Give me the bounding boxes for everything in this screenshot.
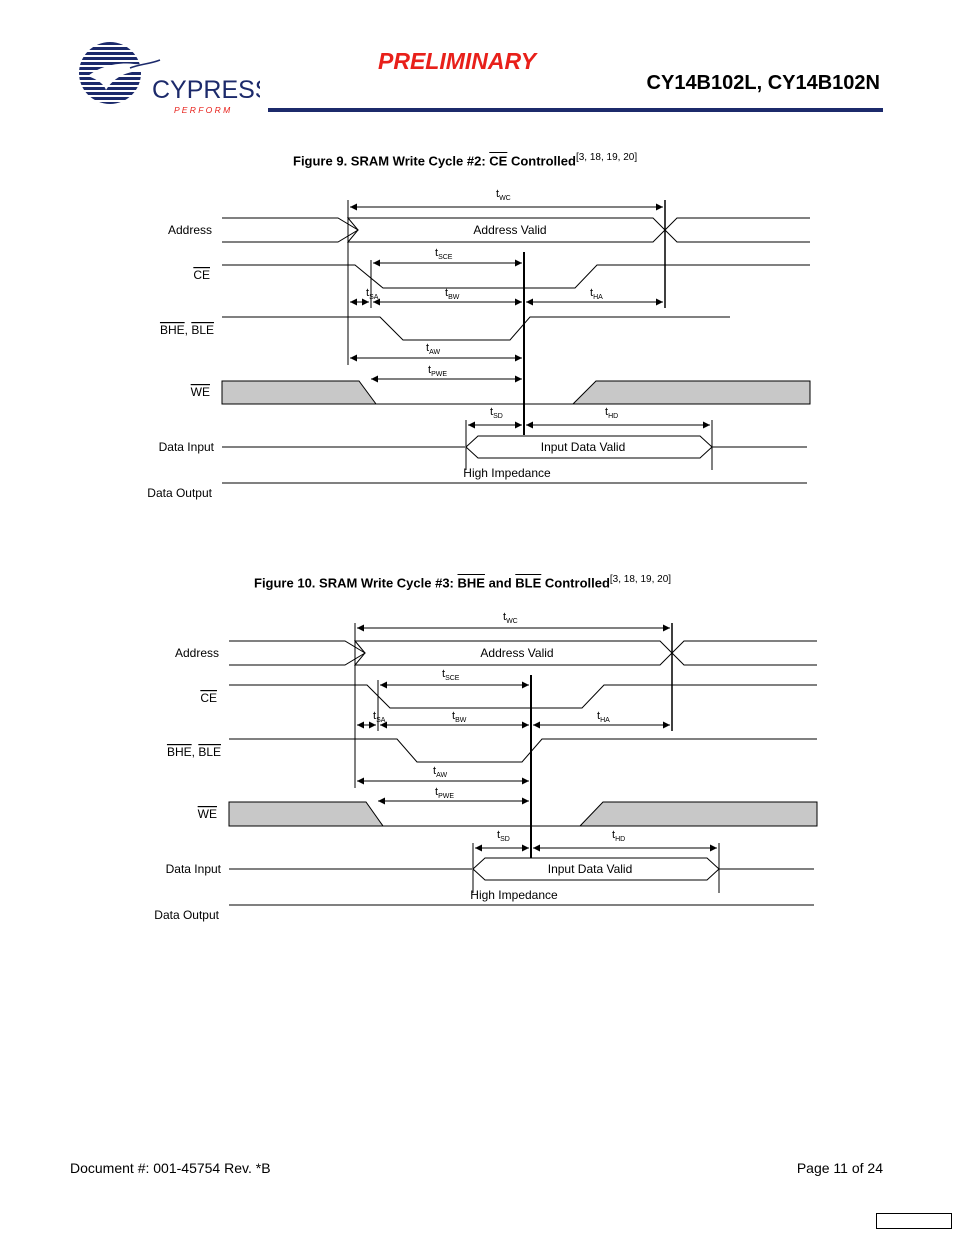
we-waveform [222, 381, 810, 404]
part-numbers-title: CY14B102L, CY14B102N [646, 72, 880, 94]
timing-tbw: $t_{BW}$ [445, 287, 460, 301]
timing-tsd: $t_{SD}$ [490, 406, 503, 420]
address-waveform [222, 218, 358, 242]
document-number: Document #: 001-45754 Rev. *B [70, 1160, 271, 1176]
signal-label-we: WE [190, 385, 210, 399]
preliminary-label: PRELIMINARY [378, 48, 537, 74]
timing-tsd: $t_{SD}$ [497, 829, 510, 843]
signal-label-data-output: Data Output [147, 486, 212, 500]
figure-10-caption: Figure 10. SRAM Write Cycle #3: $\overline{BHE}$ and $\overline{BLE}$ Controlled[3, 18, 19, 20] [254, 574, 672, 591]
ce-waveform [229, 685, 817, 708]
we-waveform [229, 802, 817, 826]
signal-label-address: Address [174, 646, 219, 660]
header-rule [268, 108, 883, 112]
signal-label-we: WE [197, 807, 217, 821]
timing-twc: $t_{WC}$ [503, 611, 518, 625]
timing-taw: $t_{AW}$ [426, 342, 441, 356]
input-data-valid-label: Input Data Valid [547, 862, 633, 876]
page-number: Page 11 of 24 [796, 1160, 883, 1176]
timing-tpwe: $t_{PWE}$ [428, 364, 448, 378]
logo-tagline: P E R F O R M [174, 105, 231, 115]
logo-wordmark: CYPRESS [152, 76, 260, 104]
signal-label-data-output: Data Output [154, 908, 219, 922]
signal-label-bhe-ble: BHE, BLE [166, 745, 221, 759]
signal-label-bhe-ble: BHE, BLE [159, 323, 214, 337]
timing-tsce: $t_{SCE}$ [442, 668, 460, 682]
timing-tha: $t_{HA}$ [590, 287, 603, 301]
timing-tsa: $t_{SA}$ [373, 710, 386, 724]
timing-thd: $t_{HD}$ [612, 829, 626, 843]
timing-taw: $t_{AW}$ [433, 765, 448, 779]
signal-label-address: Address [167, 223, 212, 237]
timing-thd: $t_{HD}$ [605, 406, 619, 420]
figure-10-timing-diagram [142, 603, 832, 933]
timing-tsce: $t_{SCE}$ [435, 247, 453, 261]
address-valid-label: Address Valid [473, 223, 547, 237]
input-data-valid-label: Input Data Valid [540, 440, 626, 454]
timing-twc: $t_{WC}$ [496, 188, 511, 202]
address-waveform [229, 641, 365, 665]
cypress-globe-icon [70, 40, 260, 120]
feedback-box[interactable] [876, 1213, 952, 1229]
ce-waveform [222, 265, 810, 288]
high-impedance-label: High Impedance [470, 888, 558, 902]
signal-label-data-input: Data Input [158, 440, 214, 454]
signal-label-ce: CE [200, 691, 217, 705]
signal-label-ce: CE [193, 268, 210, 282]
timing-tsa: $t_{SA}$ [366, 287, 379, 301]
figure-9-caption: Figure 9. SRAM Write Cycle #2: $\overline{CE}$ Controlled[3, 18, 19, 20] [293, 152, 638, 169]
timing-tbw: $t_{BW}$ [452, 710, 467, 724]
bhe-ble-waveform [229, 739, 817, 762]
bhe-ble-waveform [222, 317, 730, 340]
timing-tha: $t_{HA}$ [597, 710, 610, 724]
figure-9-timing-diagram [135, 180, 825, 510]
signal-label-data-input: Data Input [165, 862, 221, 876]
timing-tpwe: $t_{PWE}$ [435, 786, 455, 800]
cypress-logo [70, 40, 260, 120]
high-impedance-label: High Impedance [463, 466, 551, 480]
address-valid-label: Address Valid [480, 646, 554, 660]
